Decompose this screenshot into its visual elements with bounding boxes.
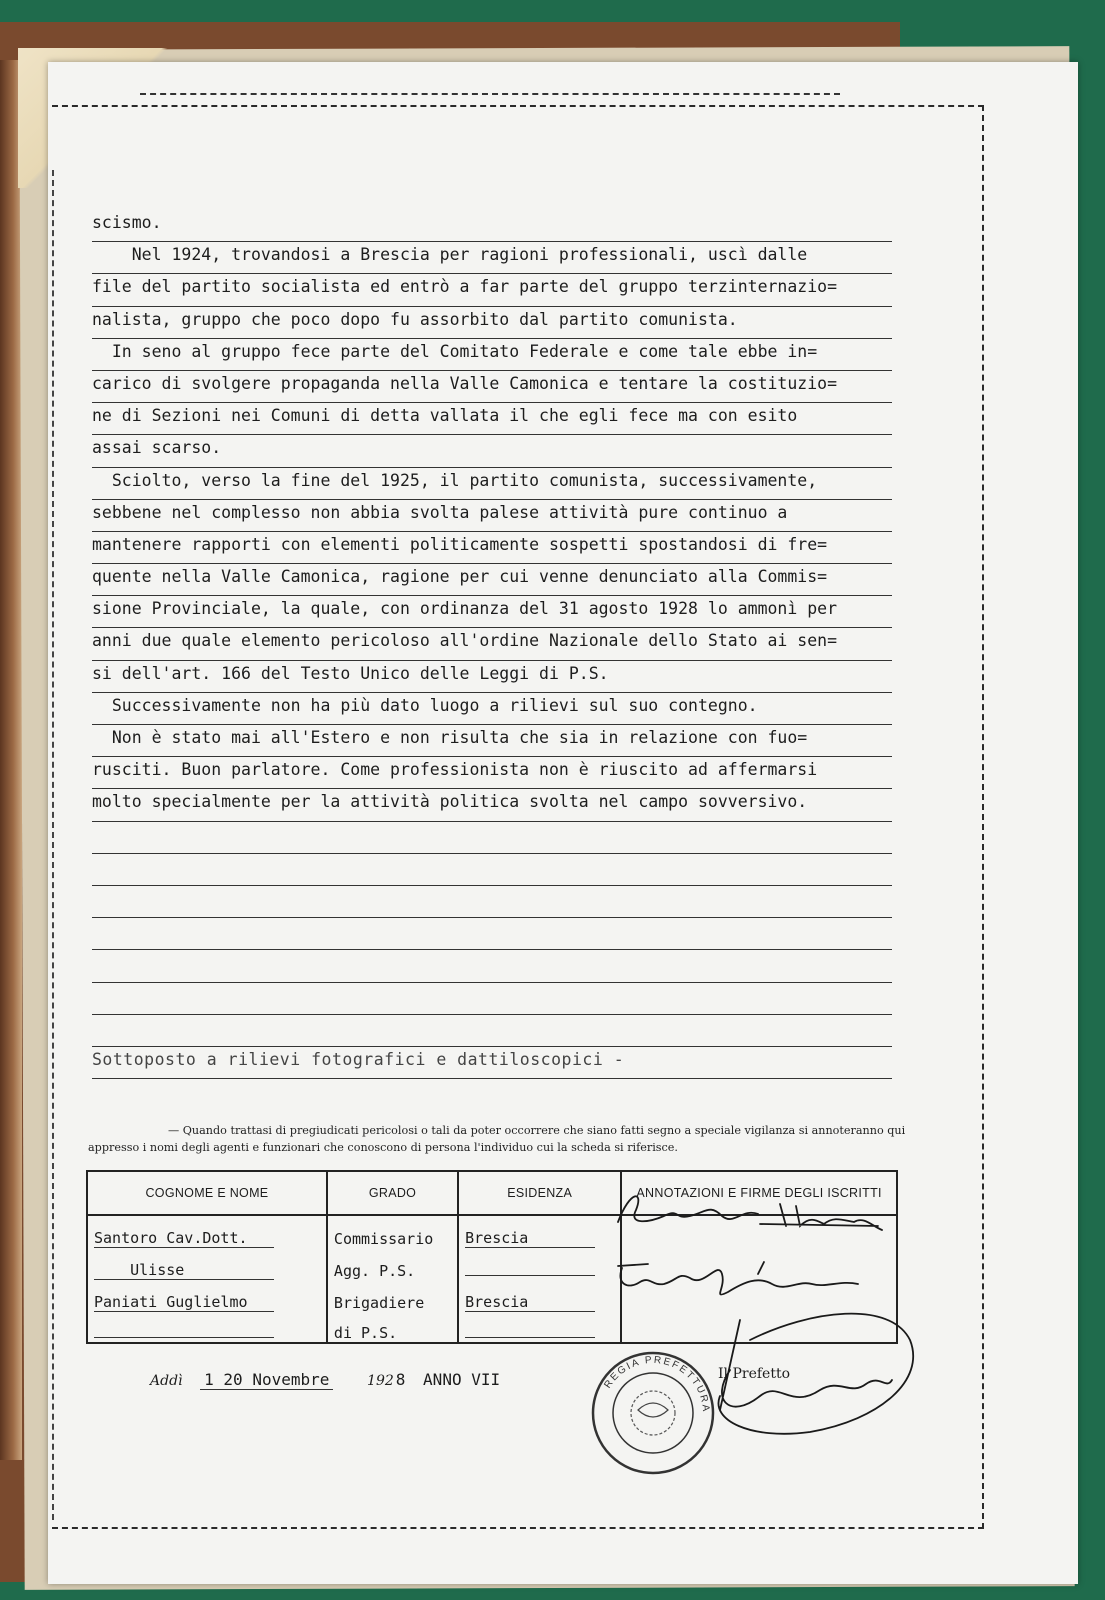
body-line: rusciti. Buon parlatore. Come professionista non è riuscito ad affermarsi xyxy=(92,757,892,789)
signature-santoro xyxy=(610,1186,890,1236)
body-line: In seno al gruppo fece parte del Comitato Federale e come tale ebbe in= xyxy=(92,339,892,371)
page-left-rule xyxy=(52,170,54,1520)
cell-grade: Brigadiere xyxy=(327,1280,458,1312)
cell-grade: di P.S. xyxy=(327,1312,458,1343)
cell-name: Ulisse xyxy=(87,1248,327,1280)
blank-line xyxy=(92,918,892,950)
header-grade: GRADO xyxy=(327,1171,458,1215)
cell-residence: Brescia xyxy=(458,1280,621,1312)
body-line: quente nella Valle Camonica, ragione per cui venne denunciato alla Commis= xyxy=(92,564,892,596)
body-line: assai scarso. xyxy=(92,435,892,467)
header-name: COGNOME E NOME xyxy=(87,1171,327,1215)
header-annotations: ANNOTAZIONI E FIRME DEGLI ISCRITTI xyxy=(621,1171,897,1215)
blank-line xyxy=(92,983,892,1015)
body-line: carico di svolgere propaganda nella Valle Camonica e tentare la costituzio= xyxy=(92,371,892,403)
body-line: Sciolto, verso la fine del 1925, il partito comunista, successivamente, xyxy=(92,468,892,500)
date-value: 1 20 Novembre xyxy=(200,1370,333,1390)
body-line: anni due quale elemento pericoloso all'ordine Nazionale dello Stato ai sen= xyxy=(92,628,892,660)
blank-line xyxy=(92,886,892,918)
body-line: si dell'art. 166 del Testo Unico delle Leggi di P.S. xyxy=(92,661,892,693)
cell-grade: Agg. P.S. xyxy=(327,1248,458,1280)
body-line: file del partito socialista ed entrò a far parte del gruppo terzinternazio= xyxy=(92,274,892,306)
cell-residence xyxy=(458,1312,621,1343)
addi-label: Addì xyxy=(150,1373,183,1389)
year-suffix: 8 xyxy=(395,1370,406,1389)
body-line: ne di Sezioni nei Comuni di detta vallata il che egli fece ma con esito xyxy=(92,403,892,435)
blank-line xyxy=(92,822,892,854)
stamp-text: REGIA PREFETTURA xyxy=(602,1354,712,1414)
top-rule xyxy=(140,93,840,95)
date-line xyxy=(150,1370,500,1389)
folder-edge xyxy=(0,60,22,1460)
body-line: Successivamente non ha più dato luogo a rilievi sul suo contegno. xyxy=(92,693,892,725)
signature-paniati xyxy=(608,1254,878,1304)
header-residence: ESIDENZA xyxy=(458,1171,621,1215)
year-prefix: 192 xyxy=(367,1373,394,1389)
cell-residence xyxy=(458,1248,621,1280)
cell-name xyxy=(87,1312,327,1343)
body-line: nalista, gruppo che poco dopo fu assorbito dal partito comunista. xyxy=(92,307,892,339)
anno-label: ANNO VII xyxy=(423,1370,501,1389)
body-line: molto specialmente per la attività politica svolta nel campo sovversivo. xyxy=(92,789,892,821)
blank-line xyxy=(92,1015,892,1047)
cell-name: Paniati Guglielmo xyxy=(87,1280,327,1312)
signature-prefetto xyxy=(690,1300,930,1450)
body-line: sebbene nel complesso non abbia svolta palese attività pure continuo a xyxy=(92,500,892,532)
blank-line xyxy=(92,950,892,982)
cell-name: Santoro Cav.Dott. xyxy=(87,1215,327,1248)
blank-ruled-lines xyxy=(92,822,892,1047)
body-line: scismo. xyxy=(92,210,892,242)
cell-residence: Brescia xyxy=(458,1215,621,1248)
body-line: Non è stato mai all'Estero e non risulta che sia in relazione con fuo= xyxy=(92,725,892,757)
body-line: sione Provinciale, la quale, con ordinanza del 31 agosto 1928 lo ammonì per xyxy=(92,596,892,628)
photo-note: Sottoposto a rilievi fotografici e dattiloscopici - xyxy=(92,1047,892,1079)
prefetto-label: Il Prefetto xyxy=(718,1366,791,1382)
footnote: — Quando trattasi di pregiudicati pericolosi o tali da poter occorrere che siano fatti segno a speciale vigilanza si annoteranno qui appresso i nomi degli agenti e funzionari che conoscono di persona l'individuo cui la scheda si riferisce. xyxy=(88,1124,906,1154)
typewritten-body xyxy=(92,210,892,1079)
blank-line xyxy=(92,854,892,886)
cell-grade: Commissario xyxy=(327,1215,458,1248)
body-line: Nel 1924, trovandosi a Brescia per ragioni professionali, uscì dalle xyxy=(92,242,892,274)
body-line: mantenere rapporti con elementi politicamente sospetti spostandosi di fre= xyxy=(92,532,892,564)
